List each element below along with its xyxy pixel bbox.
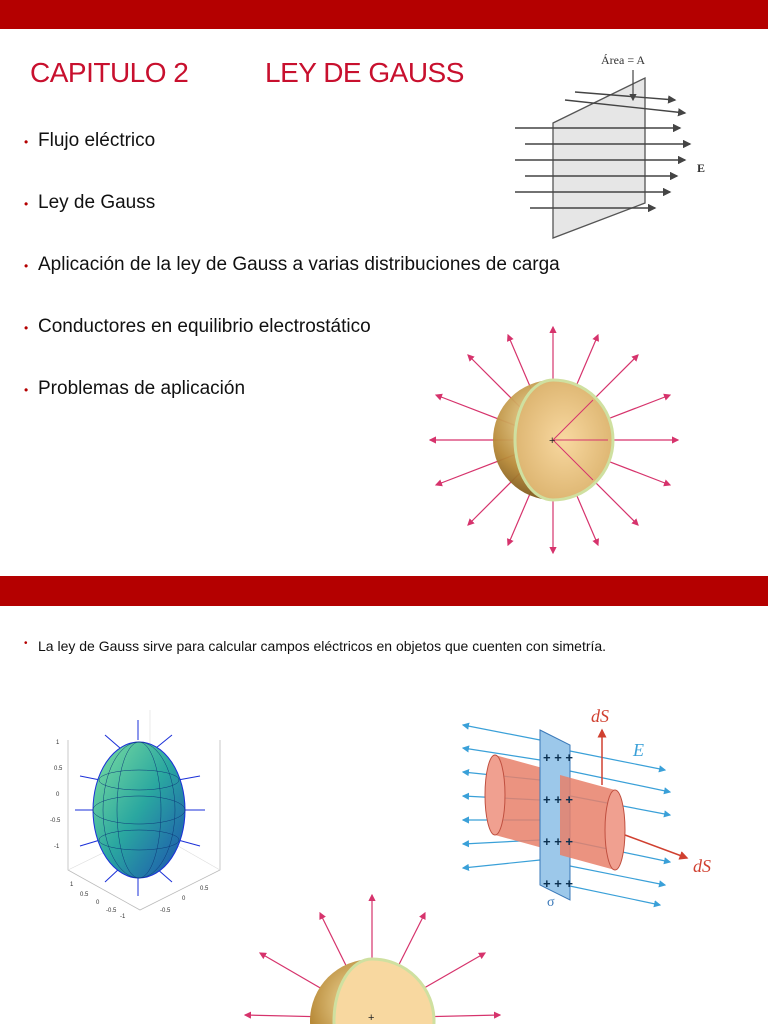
list-item: • Conductores en equilibrio electrostático bbox=[24, 314, 560, 376]
svg-text:1: 1 bbox=[56, 740, 60, 746]
svg-text:-1: -1 bbox=[120, 914, 126, 920]
list-item: • Problemas de aplicación bbox=[24, 376, 560, 438]
charged-plane-gaussian-cylinder bbox=[455, 700, 725, 910]
ds-top-label: dS bbox=[591, 706, 609, 726]
chapter-title: CAPITULO 2 bbox=[30, 57, 189, 88]
svg-text:+: + bbox=[549, 435, 556, 447]
svg-text:-0.5: -0.5 bbox=[106, 908, 117, 914]
svg-text:0: 0 bbox=[96, 900, 100, 906]
field-label: E bbox=[697, 161, 706, 175]
ds-right-label: dS bbox=[693, 856, 711, 876]
svg-text:+ + +: + + + bbox=[543, 876, 573, 891]
svg-text:+ + +: + + + bbox=[543, 792, 573, 807]
ellipsoid-field-plot bbox=[50, 700, 235, 925]
list-item: • Aplicación de la ley de Gauss a varias distribuciones de carga bbox=[24, 252, 560, 314]
svg-text:-0.5: -0.5 bbox=[50, 818, 61, 824]
svg-text:0.5: 0.5 bbox=[54, 766, 63, 772]
svg-text:0: 0 bbox=[182, 896, 186, 902]
electric-flux-area-figure bbox=[505, 48, 725, 243]
svg-text:+ + +: + + + bbox=[543, 750, 573, 765]
svg-text:-0.5: -0.5 bbox=[160, 908, 171, 914]
list-item: • Flujo eléctrico bbox=[24, 128, 560, 190]
list-item: • Ley de Gauss bbox=[24, 190, 560, 252]
top-header-bar bbox=[0, 0, 768, 29]
sigma-label: σ bbox=[547, 895, 555, 910]
svg-text:0: 0 bbox=[56, 792, 60, 798]
svg-text:0.5: 0.5 bbox=[200, 886, 209, 892]
second-header-bar bbox=[0, 576, 768, 606]
topic-title: LEY DE GAUSS bbox=[265, 57, 464, 88]
area-label: Área = A bbox=[601, 53, 646, 67]
svg-text:-1: -1 bbox=[54, 844, 60, 850]
svg-text:+ + +: + + + bbox=[543, 834, 573, 849]
charged-sphere-figure-2 bbox=[240, 893, 505, 1024]
svg-text:+: + bbox=[368, 1012, 375, 1024]
svg-text:1: 1 bbox=[70, 882, 74, 888]
e-field-label: E bbox=[633, 740, 644, 760]
symmetry-bullet: • La ley de Gauss sirve para calcular campos eléctricos en objetos que cuenten con simetría. bbox=[24, 638, 606, 654]
svg-text:0.5: 0.5 bbox=[80, 892, 89, 898]
charged-sphere-figure bbox=[428, 325, 683, 555]
